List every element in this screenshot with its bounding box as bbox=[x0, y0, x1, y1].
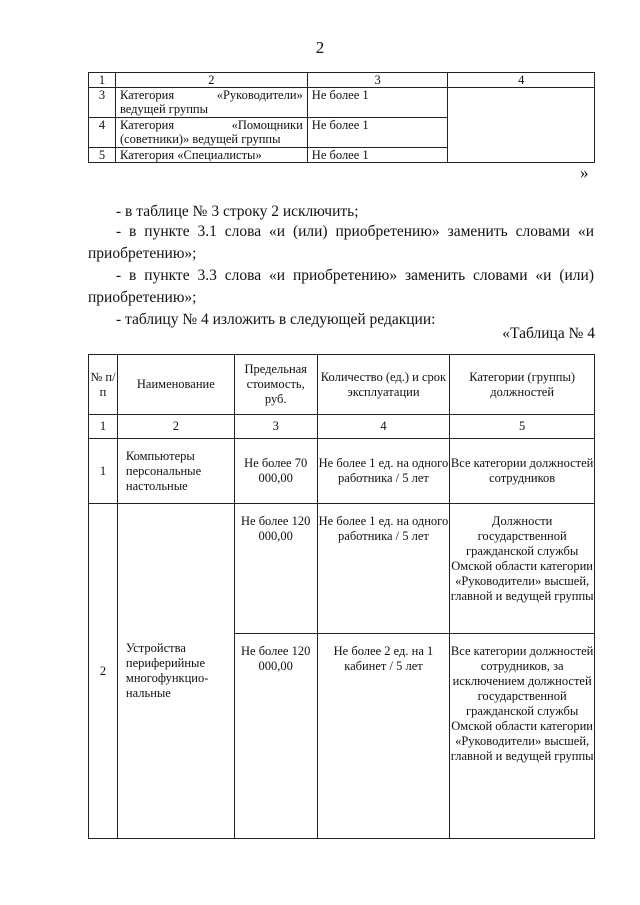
header-cat: Категории (группы) должностей bbox=[450, 355, 595, 415]
paragraph-1: - в таблице № 3 строку 2 исключить; bbox=[116, 203, 359, 220]
paragraph-3: - в пункте 3.3 слова «и приобретению» заменить словами «и (или) bbox=[116, 267, 594, 284]
header-num: № п/п bbox=[89, 355, 118, 415]
category-name: «Помощники bbox=[231, 118, 303, 132]
limit-cell: Не более 1 bbox=[307, 118, 448, 148]
top-header-4: 4 bbox=[448, 73, 595, 88]
category-group: (советники)» ведущей группы bbox=[119, 132, 281, 146]
limit-cell: Не более 1 bbox=[307, 148, 448, 163]
paragraph-2: - в пункте 3.1 слова «и (или) приобретению» заменить словами «и bbox=[116, 223, 594, 240]
table-title: «Таблица № 4 bbox=[502, 325, 595, 342]
category-cell bbox=[115, 88, 307, 118]
category-cell: Категория «Специалисты» bbox=[115, 148, 307, 163]
top-header-2: 2 bbox=[115, 73, 307, 88]
item-qty: Не более 2 ед. на 1 кабинет / 5 лет bbox=[317, 634, 450, 839]
main-table bbox=[88, 354, 595, 839]
col-number: 2 bbox=[117, 415, 234, 439]
empty-cell bbox=[448, 88, 595, 163]
limit-cell: Не более 1 bbox=[307, 88, 448, 118]
category-word: Категория bbox=[119, 88, 175, 102]
item-cost: Не более 70 000,00 bbox=[234, 439, 317, 504]
item-cost: Не более 120 000,00 bbox=[234, 634, 317, 839]
paragraph-3-cont: приобретению»; bbox=[88, 289, 197, 306]
category-word: Категория bbox=[119, 118, 175, 132]
category-name: «Руководители» bbox=[216, 88, 303, 102]
table-row bbox=[89, 439, 595, 504]
closing-quote: » bbox=[580, 163, 589, 182]
item-name: Компьютеры персональные настольные bbox=[117, 439, 234, 504]
top-table-header bbox=[89, 73, 595, 88]
item-cost: Не более 120 000,00 bbox=[234, 504, 317, 634]
item-category: Все категории должностей сотрудников, за исключением должностей государственной гражданской службы Омской области категории «Руководители» высшей, главной и ведущей группы bbox=[450, 634, 595, 839]
page-number: 2 bbox=[315, 38, 325, 57]
top-header-3: 3 bbox=[307, 73, 448, 88]
row-number: 4 bbox=[89, 118, 116, 148]
header-cost: Предельная стоимость, руб. bbox=[234, 355, 317, 415]
top-header-1: 1 bbox=[89, 73, 116, 88]
column-numbers-row bbox=[89, 415, 595, 439]
top-table bbox=[88, 72, 595, 163]
item-qty: Не более 1 ед. на одного работника / 5 лет bbox=[317, 504, 450, 634]
col-number: 5 bbox=[450, 415, 595, 439]
main-table-header bbox=[89, 355, 595, 415]
col-number: 1 bbox=[89, 415, 118, 439]
header-name: Наименование bbox=[117, 355, 234, 415]
col-number: 4 bbox=[317, 415, 450, 439]
paragraph-4: - таблицу № 4 изложить в следующей редакции: bbox=[116, 311, 436, 328]
category-group: ведущей группы bbox=[119, 102, 209, 116]
paragraph-2-cont: приобретению»; bbox=[88, 245, 197, 262]
row-number: 5 bbox=[89, 148, 116, 163]
item-qty: Не более 1 ед. на одного работника / 5 лет bbox=[317, 439, 450, 504]
row-number: 1 bbox=[89, 439, 118, 504]
row-number: 2 bbox=[89, 504, 118, 839]
header-qty: Количество (ед.) и срок эксплуатации bbox=[317, 355, 450, 415]
item-name: Устройства периферийные многофункцио-нальные bbox=[117, 504, 234, 839]
table-row bbox=[89, 88, 595, 118]
item-category: Должности государственной гражданской службы Омской области категории «Руководители» высшей, главной и ведущей группы bbox=[450, 504, 595, 634]
col-number: 3 bbox=[234, 415, 317, 439]
category-cell bbox=[115, 118, 307, 148]
row-number: 3 bbox=[89, 88, 116, 118]
item-category: Все категории должностей сотрудников bbox=[450, 439, 595, 504]
table-row bbox=[89, 504, 595, 634]
